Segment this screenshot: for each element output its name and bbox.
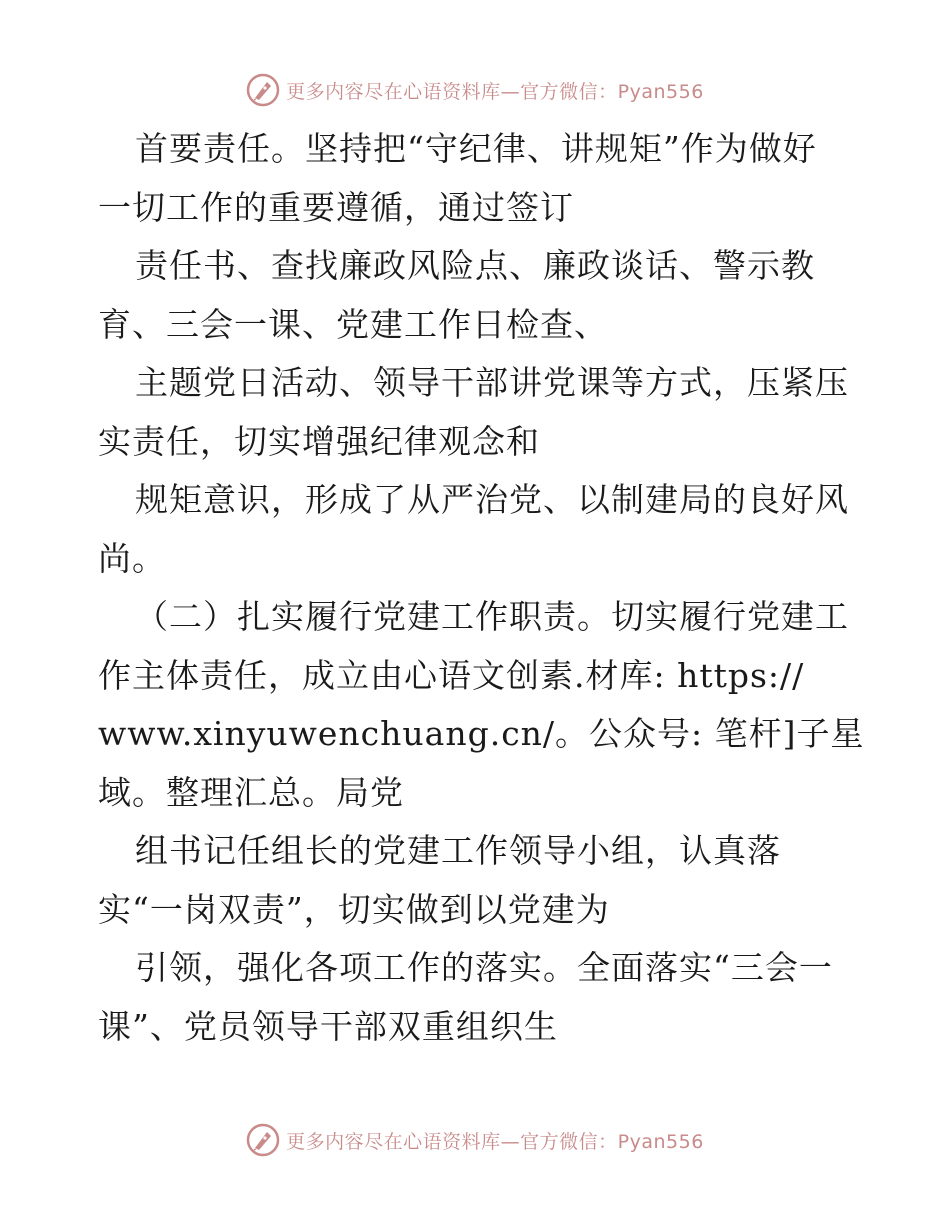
- text-line: 育、三会一课、党建工作日检查、: [98, 304, 608, 344]
- text-line: 组书记任组长的党建工作领导小组，认真落: [135, 831, 781, 870]
- pen-nib-icon: [246, 1123, 280, 1157]
- text-line: 引领，强化各项工作的落实。全面落实“三会一: [135, 948, 833, 987]
- watermark-text: 更多内容尽在心语资料库—官方微信：Pyan556: [286, 1130, 704, 1153]
- text-line: 主题党日活动、领导干部讲党课等方式，压紧压: [135, 363, 849, 402]
- text-line: www.xinyuwenchuang.cn/。公众号: 笔杆]子星: [98, 714, 865, 753]
- text-line: 作主体责任，成立由心语文创素.材库: https://: [98, 655, 805, 695]
- text-line: 实“一岗双责”，切实做到以党建为: [98, 889, 610, 929]
- text-line: 一切工作的重要遵循，通过签订: [98, 187, 574, 227]
- text-line: 规矩意识，形成了从严治党、以制建局的良好风: [135, 480, 849, 519]
- text-line: 尚。: [98, 538, 166, 578]
- header-watermark: [0, 70, 950, 110]
- pen-nib-icon: [246, 73, 280, 107]
- text-line: 实责任，切实增强纪律观念和: [98, 421, 540, 461]
- document-body: [98, 120, 865, 1056]
- text-line: （二）扎实履行党建工作职责。切实履行党建工: [135, 597, 849, 636]
- text-line: 域。整理汇总。局党: [98, 772, 404, 812]
- watermark-text: 更多内容尽在心语资料库—官方微信：Pyan556: [286, 80, 704, 103]
- text-line: 责任书、查找廉政风险点、廉政谈话、警示教: [135, 246, 815, 285]
- footer-watermark: [0, 1120, 950, 1160]
- text-line: 首要责任。坚持把“守纪律、讲规矩”作为做好: [135, 129, 817, 168]
- text-line: 课”、党员领导干部双重组织生: [98, 1006, 558, 1046]
